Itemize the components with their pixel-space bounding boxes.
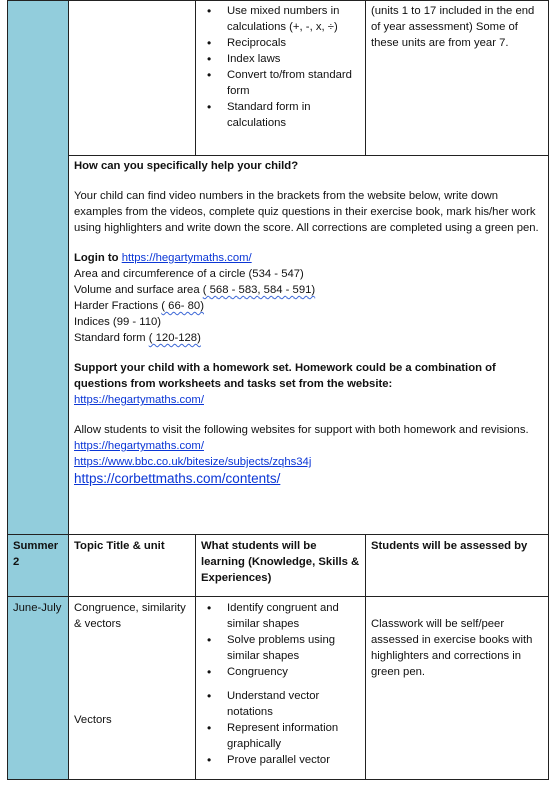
link-hegarty[interactable]: https://hegartymaths.com/ bbox=[74, 440, 204, 452]
months-cell: June-July bbox=[8, 597, 69, 780]
learning-list-a bbox=[201, 600, 361, 680]
list-item: • Prove parallel vector bbox=[227, 752, 361, 768]
help-intro: Your child can find video numbers in the brackets from the website below, write down examples from the videos, complete quiz questions in their exercise book, mark his/her work using highlighters and write down the score. All corrections are completed using a green pen. bbox=[74, 190, 539, 234]
row-help bbox=[8, 156, 549, 535]
list-item: • Represent information graphically bbox=[227, 720, 361, 752]
topic-line: Harder Fractions ( 66- 80) bbox=[74, 300, 204, 312]
assessment-text-2: Classwork will be self/peer assessed in exercise books with highlighters and corrections in green pen. bbox=[371, 618, 533, 678]
list-item: • Identify congruent and similar shapes bbox=[227, 600, 361, 632]
topic-line: Indices (99 - 110) bbox=[74, 316, 162, 328]
topic-title-1: Congruence, similarity & vectors bbox=[74, 602, 186, 630]
assessment-text: (units 1 to 17 included in the end of year assessment) Some of these units are from year 7. bbox=[371, 5, 535, 49]
topic-line: Volume and surface area ( 568 - 583, 584 - 591) bbox=[74, 284, 316, 296]
learning-cell bbox=[196, 1, 366, 156]
header-term: Summer 2 bbox=[8, 535, 69, 597]
learning-cell-2 bbox=[196, 597, 366, 780]
allow-text: Allow students to visit the following websites for support with both homework and revisions. bbox=[74, 424, 529, 436]
scheme-of-work-table bbox=[7, 0, 549, 780]
login-label: Login to bbox=[74, 252, 122, 264]
learning-list-b bbox=[201, 688, 361, 768]
row-header bbox=[8, 535, 549, 597]
topic-line: Area and circumference of a circle (534 - 547) bbox=[74, 268, 304, 280]
list-item: • Solve problems using similar shapes bbox=[227, 632, 361, 664]
assessment-cell-2 bbox=[366, 597, 549, 780]
assessment-cell bbox=[366, 1, 549, 156]
topic-cell-blank bbox=[69, 1, 196, 156]
help-heading: How can you specifically help your child? bbox=[74, 160, 299, 172]
help-cell bbox=[69, 156, 549, 535]
row-june-july bbox=[8, 597, 549, 780]
homework-text: Support your child with a homework set. Homework could be a combination of questions from worksheets and tasks set from the website: bbox=[74, 362, 496, 390]
link-bbc[interactable]: https://www.bbc.co.uk/bitesize/subjects/zqhs34j bbox=[74, 456, 312, 468]
login-link[interactable]: https://hegartymaths.com/ bbox=[121, 252, 252, 264]
list-item: • Understand vector notations bbox=[227, 688, 361, 720]
list-item: • Congruency bbox=[227, 664, 361, 680]
list-item: • Reciprocals bbox=[227, 35, 361, 51]
list-item: • Convert to/from standard form bbox=[227, 67, 361, 99]
header-assessed: Students will be assessed by bbox=[366, 535, 549, 597]
homework-link[interactable]: https://hegartymaths.com/ bbox=[74, 394, 204, 406]
learning-list bbox=[201, 3, 361, 131]
header-learning: What students will be learning (Knowledge, Skills & Experiences) bbox=[196, 535, 366, 597]
link-corbett[interactable]: https://corbettmaths.com/contents/ bbox=[74, 471, 281, 486]
topic-line: Standard form ( 120-128) bbox=[74, 332, 201, 344]
row-continuation bbox=[8, 1, 549, 156]
login-line bbox=[74, 250, 544, 266]
list-item: • Use mixed numbers in calculations (+, -, x, ÷) bbox=[227, 3, 361, 35]
term-cell-blank bbox=[8, 1, 69, 535]
list-item: • Standard form in calculations bbox=[227, 99, 361, 131]
topic-title-2: Vectors bbox=[74, 714, 112, 726]
header-topic: Topic Title & unit bbox=[69, 535, 196, 597]
list-item: • Index laws bbox=[227, 51, 361, 67]
topic-cell bbox=[69, 597, 196, 780]
